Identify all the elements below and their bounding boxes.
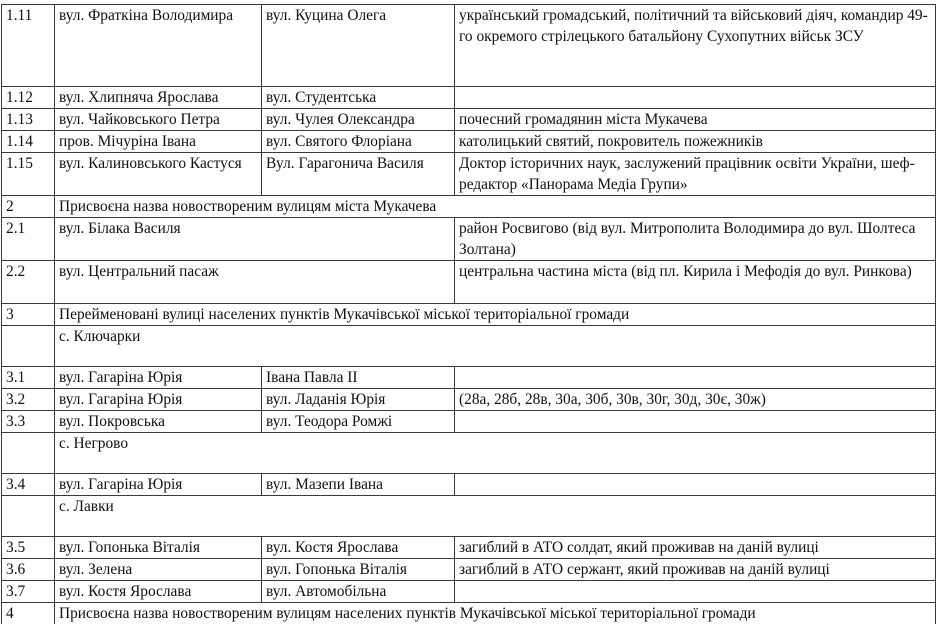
row-number: 1.15 <box>2 153 55 196</box>
row-number: 3.7 <box>2 581 55 603</box>
new-street-name: вул. Теодора Ромжі <box>262 411 455 433</box>
village-name: с. Ключарки <box>55 326 936 367</box>
table-row <box>2 5 936 87</box>
village-row <box>2 326 936 367</box>
old-street-name: вул. Фраткіна Володимира <box>55 5 262 87</box>
old-street-name: вул. Гагаріна Юрія <box>55 389 262 411</box>
row-number: 2.1 <box>2 218 55 261</box>
row-number: 3.1 <box>2 367 55 389</box>
note: загиблий в АТО солдат, який проживав на даній вулиці <box>455 537 936 559</box>
table-row <box>2 261 936 304</box>
old-street-name: вул. Хлипняча Ярослава <box>55 87 262 109</box>
old-street-name: вул. Зелена <box>55 559 262 581</box>
new-street-name: Івана Павла ІІ <box>262 367 455 389</box>
table-row <box>2 367 936 389</box>
section-row <box>2 304 936 326</box>
note <box>455 367 936 389</box>
row-number: 3.3 <box>2 411 55 433</box>
section-title: Присвоєна назва новоствореним вулицям міста Мукачева <box>55 196 936 218</box>
old-street-name: вул. Калиновського Кастуся <box>55 153 262 196</box>
note: (28а, 28б, 28в, 30а, 30б, 30в, 30г, 30д, 30є, 30ж) <box>455 389 936 411</box>
table-row <box>2 131 936 153</box>
section-number: 2 <box>2 196 55 218</box>
note <box>455 87 936 109</box>
old-street-name: вул. Чайковського Петра <box>55 109 262 131</box>
new-street-name: вул. Святого Флоріана <box>262 131 455 153</box>
new-street-name: вул. Ладанія Юрія <box>262 389 455 411</box>
new-street-name: вул. Куцина Олега <box>262 5 455 87</box>
row-number: 1.14 <box>2 131 55 153</box>
row-number: 3.6 <box>2 559 55 581</box>
new-street-name: вул. Чулея Олександра <box>262 109 455 131</box>
street-name: вул. Центральний пасаж <box>55 261 455 304</box>
table-row <box>2 474 936 496</box>
note <box>455 474 936 496</box>
new-street-name: вул. Гопонька Віталія <box>262 559 455 581</box>
note: католицький святий, покровитель пожежників <box>455 131 936 153</box>
street-rename-table <box>1 4 936 624</box>
row-number: 1.12 <box>2 87 55 109</box>
table-row <box>2 109 936 131</box>
note: район Росвигово (від вул. Митрополита Володимира до вул. Шолтеса Золтана) <box>455 218 936 261</box>
row-number: 1.11 <box>2 5 55 87</box>
table-row <box>2 581 936 603</box>
new-street-name: Вул. Гарагонича Василя <box>262 153 455 196</box>
new-street-name: вул. Костя Ярослава <box>262 537 455 559</box>
note: загиблий в АТО сержант, який проживав на даній вулиці <box>455 559 936 581</box>
table-row <box>2 559 936 581</box>
table-row <box>2 537 936 559</box>
section-number: 4 <box>2 603 55 624</box>
note: почесний громадянин міста Мукачева <box>455 109 936 131</box>
row-number: 3.4 <box>2 474 55 496</box>
old-street-name: вул. Гопонька Віталія <box>55 537 262 559</box>
village-name: с. Лавки <box>55 496 936 537</box>
row-number: 1.13 <box>2 109 55 131</box>
old-street-name: вул. Гагаріна Юрія <box>55 367 262 389</box>
table-row <box>2 153 936 196</box>
table-row <box>2 389 936 411</box>
table-row <box>2 87 936 109</box>
section-row <box>2 603 936 624</box>
street-name: вул. Білака Василя <box>55 218 455 261</box>
note <box>455 411 936 433</box>
note: Доктор історичних наук, заслужений працівник освіти України, шеф-редактор «Панорама Медіа Групи» <box>455 153 936 196</box>
old-street-name: вул. Гагаріна Юрія <box>55 474 262 496</box>
new-street-name: вул. Автомобільна <box>262 581 455 603</box>
village-row <box>2 433 936 474</box>
note: український громадський, політичний та військовий діяч, командир 49-го окремого стрілецького батальйону Сухопутних військ ЗСУ <box>455 5 936 87</box>
row-number: 3.5 <box>2 537 55 559</box>
section-row <box>2 196 936 218</box>
section-number: 3 <box>2 304 55 326</box>
row-number: 3.2 <box>2 389 55 411</box>
note: центральна частина міста (від пл. Кирила і Мефодія до вул. Ринкова) <box>455 261 936 304</box>
old-street-name: пров. Мічуріна Івана <box>55 131 262 153</box>
new-street-name: вул. Мазепи Івана <box>262 474 455 496</box>
table-row <box>2 218 936 261</box>
note <box>455 581 936 603</box>
village-row <box>2 496 936 537</box>
old-street-name: вул. Костя Ярослава <box>55 581 262 603</box>
table-row <box>2 411 936 433</box>
section-title: Перейменовані вулиці населених пунктів Мукачівської міської територіальної громади <box>55 304 936 326</box>
village-name: с. Негрово <box>55 433 936 474</box>
new-street-name: вул. Студентська <box>262 87 455 109</box>
row-number: 2.2 <box>2 261 55 304</box>
old-street-name: вул. Покровська <box>55 411 262 433</box>
section-title: Присвоєна назва новоствореним вулицям населених пунктів Мукачівської міської територіальної громади <box>55 603 936 624</box>
